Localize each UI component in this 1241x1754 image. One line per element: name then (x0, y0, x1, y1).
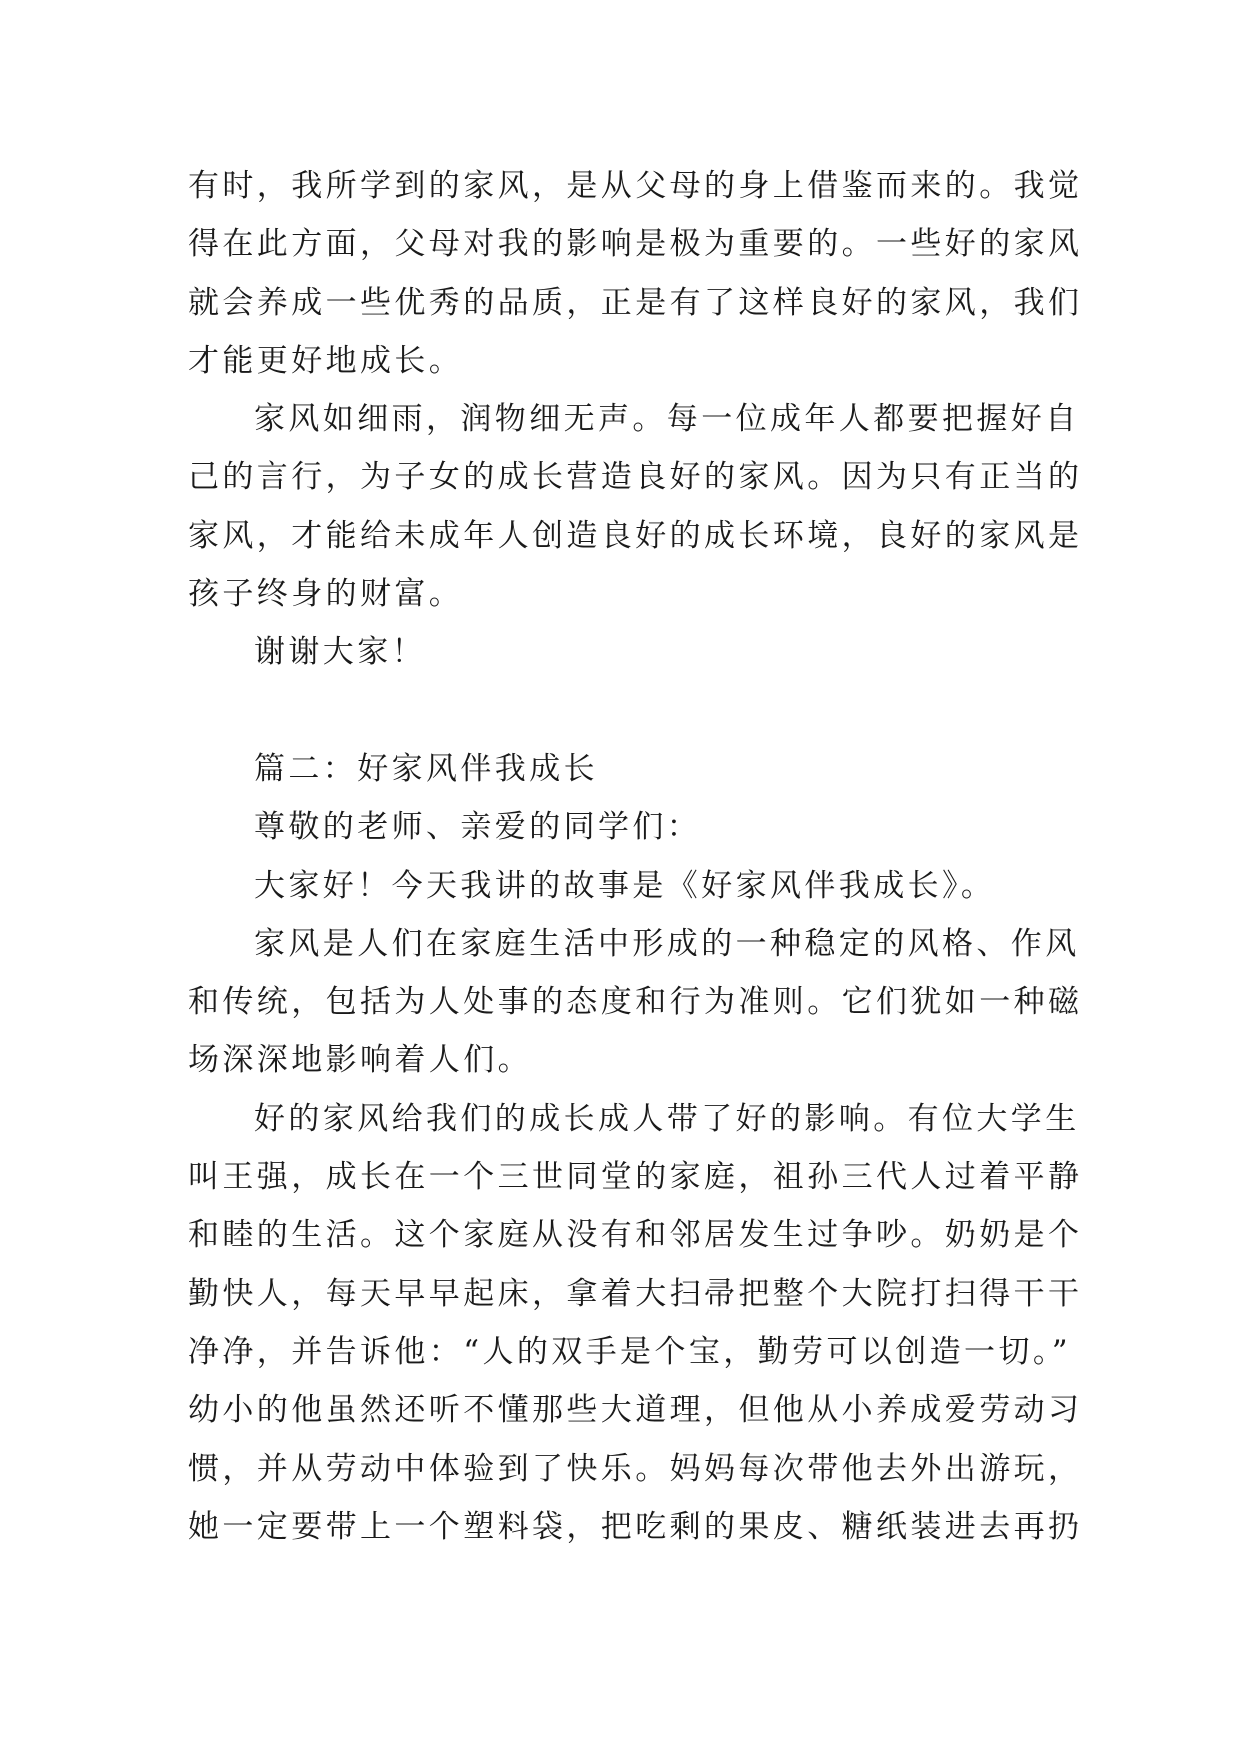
text-line: 谢谢大家！ (254, 634, 426, 671)
text-line: 她一定要带上一个塑料袋，把吃剩的果皮、糖纸装进去再扔 (188, 1508, 1083, 1545)
text-line: 孩子终身的财富。 (188, 576, 464, 613)
document-body (188, 157, 1083, 1556)
text-line: 场深深地影响着人们。 (188, 1042, 532, 1079)
text-line: 尊敬的老师、亲爱的同学们： (254, 809, 702, 846)
text-line: 和传统，包括为人处事的态度和行为准则。它们犹如一种磁 (188, 984, 1083, 1021)
paragraph (188, 390, 1083, 623)
text-line: 净净，并告诉他：“人的双手是个宝，勤劳可以创造一切。” (188, 1333, 1071, 1370)
text-line: 己的言行，为子女的成长营造良好的家风。因为只有正当的 (188, 459, 1083, 496)
text-line: 家风如细雨，润物细无声。每一位成年人都要把握好自 (254, 401, 1080, 438)
paragraph (188, 1090, 1083, 1556)
text-line: 就会养成一些优秀的品质，正是有了这样良好的家风，我们 (188, 284, 1083, 321)
text-line: 和睦的生活。这个家庭从没有和邻居发生过争吵。奶奶是个 (188, 1217, 1083, 1254)
text-line: 才能更好地成长。 (188, 342, 464, 379)
text-line: 有时，我所学到的家风，是从父母的身上借鉴而来的。我觉 (188, 168, 1083, 204)
text-line: 好的家风给我们的成长成人带了好的影响。有位大学生 (254, 1100, 1080, 1137)
text-line: 幼小的他虽然还听不懂那些大道理，但他从小养成爱劳动习 (188, 1392, 1083, 1429)
text-line: 得在此方面，父母对我的影响是极为重要的。一些好的家风 (188, 226, 1083, 263)
section-title (188, 740, 1058, 798)
text-line: 大家好！今天我讲的故事是《好家风伴我成长》。 (254, 867, 996, 904)
greeting (188, 798, 1058, 856)
paragraph-continuation (188, 157, 1083, 390)
closing-thanks (188, 623, 1058, 681)
blank-line (188, 682, 1058, 740)
text-line: 叫王强，成长在一个三世同堂的家庭，祖孙三代人过着平静 (188, 1159, 1083, 1196)
intro (188, 857, 1058, 915)
text-line: 篇二：好家风伴我成长 (254, 750, 598, 787)
paragraph (188, 915, 1083, 1090)
text-line: 家风，才能给未成年人创造良好的成长环境，良好的家风是 (188, 517, 1083, 554)
text-line: 勤快人，每天早早起床，拿着大扫帚把整个大院打扫得干干 (188, 1275, 1083, 1312)
text-line: 家风是人们在家庭生活中形成的一种稳定的风格、作风 (254, 925, 1080, 962)
text-line: 惯，并从劳动中体验到了快乐。妈妈每次带他去外出游玩， (188, 1450, 1083, 1487)
